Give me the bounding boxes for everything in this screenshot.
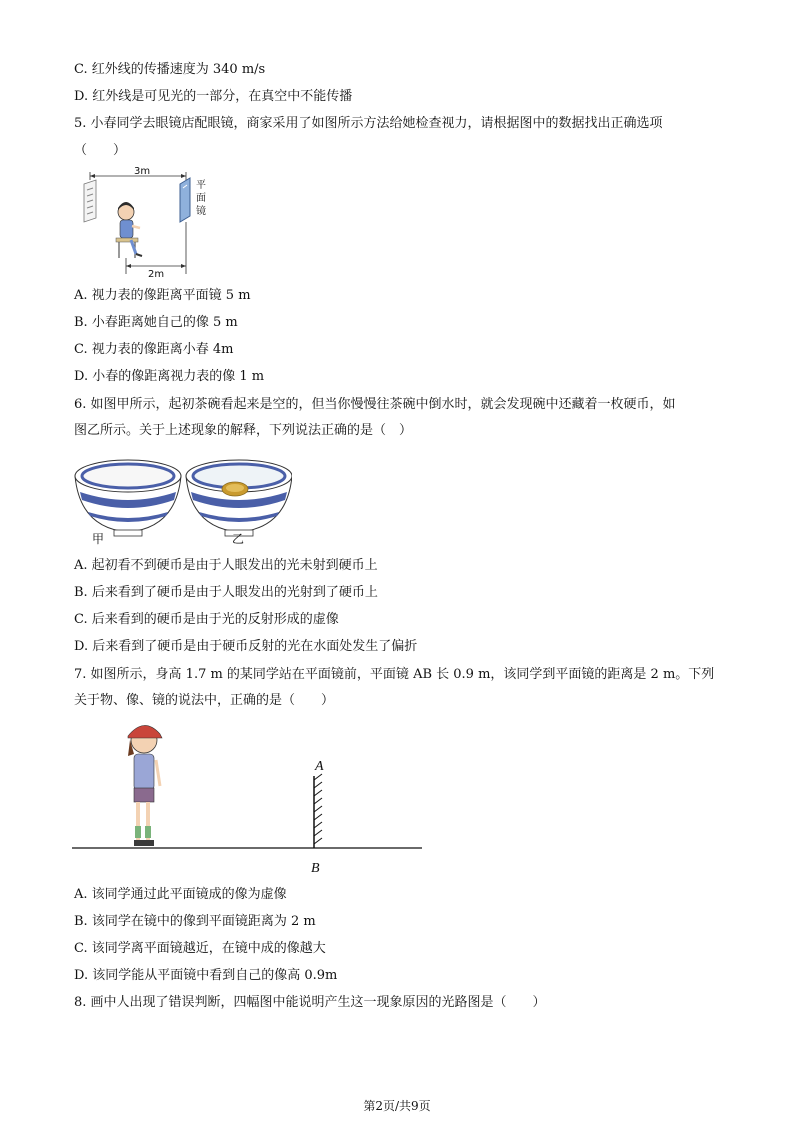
q7-option-c: C. 该同学离平面镜越近，在镜中成的像越大 [74,941,326,956]
q4-option-d: D. 红外线是可见光的一部分，在真空中不能传播 [74,89,353,104]
q6-stem-line2: 图乙所示。关于上述现象的解释，下列说法正确的是（ ） [74,423,413,438]
q6-option-d: D. 后来看到了硬币是由于硬币反射的光在水面处发生了偏折 [74,639,418,654]
standing-student-icon [128,725,162,846]
q5-option-d: D. 小春的像距离视力表的像 1 m [74,369,265,384]
q6-option-c: C. 后来看到的硬币是由于光的反射形成的虚像 [74,612,339,627]
eye-chart-icon [84,180,96,222]
mirror-label-3: 镜 [196,206,206,217]
plane-mirror-figure [72,714,424,880]
mirror-point-b: B [311,861,320,876]
q7-option-d: D. 该同学能从平面镜中看到自己的像高 0.9m [74,968,338,983]
q5-option-a: A. 视力表的像距离平面镜 5 m [74,288,251,303]
q7-stem-line1: 7. 如图所示，身高 1.7 m 的某同学站在平面镜前，平面镜 AB 长 0.9 m，该同学到平面镜的距离是 2 m。下列 [74,667,715,682]
plane-mirror-icon [180,178,190,222]
mirror-ab-icon [314,774,322,848]
dimension-3m: 3m [134,166,151,177]
q6-stem-line1: 6. 如图甲所示，起初茶碗看起来是空的，但当你慢慢往茶碗中倒水时，就会发现碗中还藏着一枚硬币，如 [74,397,676,412]
tea-bowl-figure [72,450,292,548]
q6-option-a: A. 起初看不到硬币是由于人眼发出的光未射到硬币上 [74,558,378,573]
q4-option-c: C. 红外线的传播速度为 340 m/s [74,62,266,77]
q8-stem: 8. 画中人出现了错误判断，四幅图中能说明产生这一现象原因的光路图是（ ） [74,995,546,1010]
q6-option-b: B. 后来看到了硬币是由于人眼发出的光射到了硬币上 [74,585,378,600]
bowl-empty-icon [75,460,181,536]
q5-answer-paren: （ ） [74,143,127,158]
mirror-point-a: A [315,759,324,774]
bowl-water-coin-icon [186,460,292,536]
seated-girl-icon [116,202,142,258]
q7-option-b: B. 该同学在镜中的像到平面镜距离为 2 m [74,914,316,929]
eye-chart-figure [76,166,226,278]
q5-option-b: B. 小春距离她自己的像 5 m [74,315,238,330]
mirror-label-2: 面 [196,193,206,204]
q7-stem-line2: 关于物、像、镜的说法中，正确的是（ ） [74,693,335,708]
label-yi: 乙 [232,532,245,546]
page-footer: 第2页/共9页 [363,1099,431,1113]
q5-stem: 5. 小春同学去眼镜店配眼镜，商家采用了如图所示方法给她检查视力，请根据图中的数据找出正确选项 [74,116,663,131]
q7-option-a: A. 该同学通过此平面镜成的像为虚像 [74,887,287,902]
dimension-2m: 2m [148,269,165,278]
q5-option-c: C. 视力表的像距离小春 4m [74,342,234,357]
mirror-label-1: 平 [196,180,206,191]
label-jia: 甲 [92,532,105,546]
